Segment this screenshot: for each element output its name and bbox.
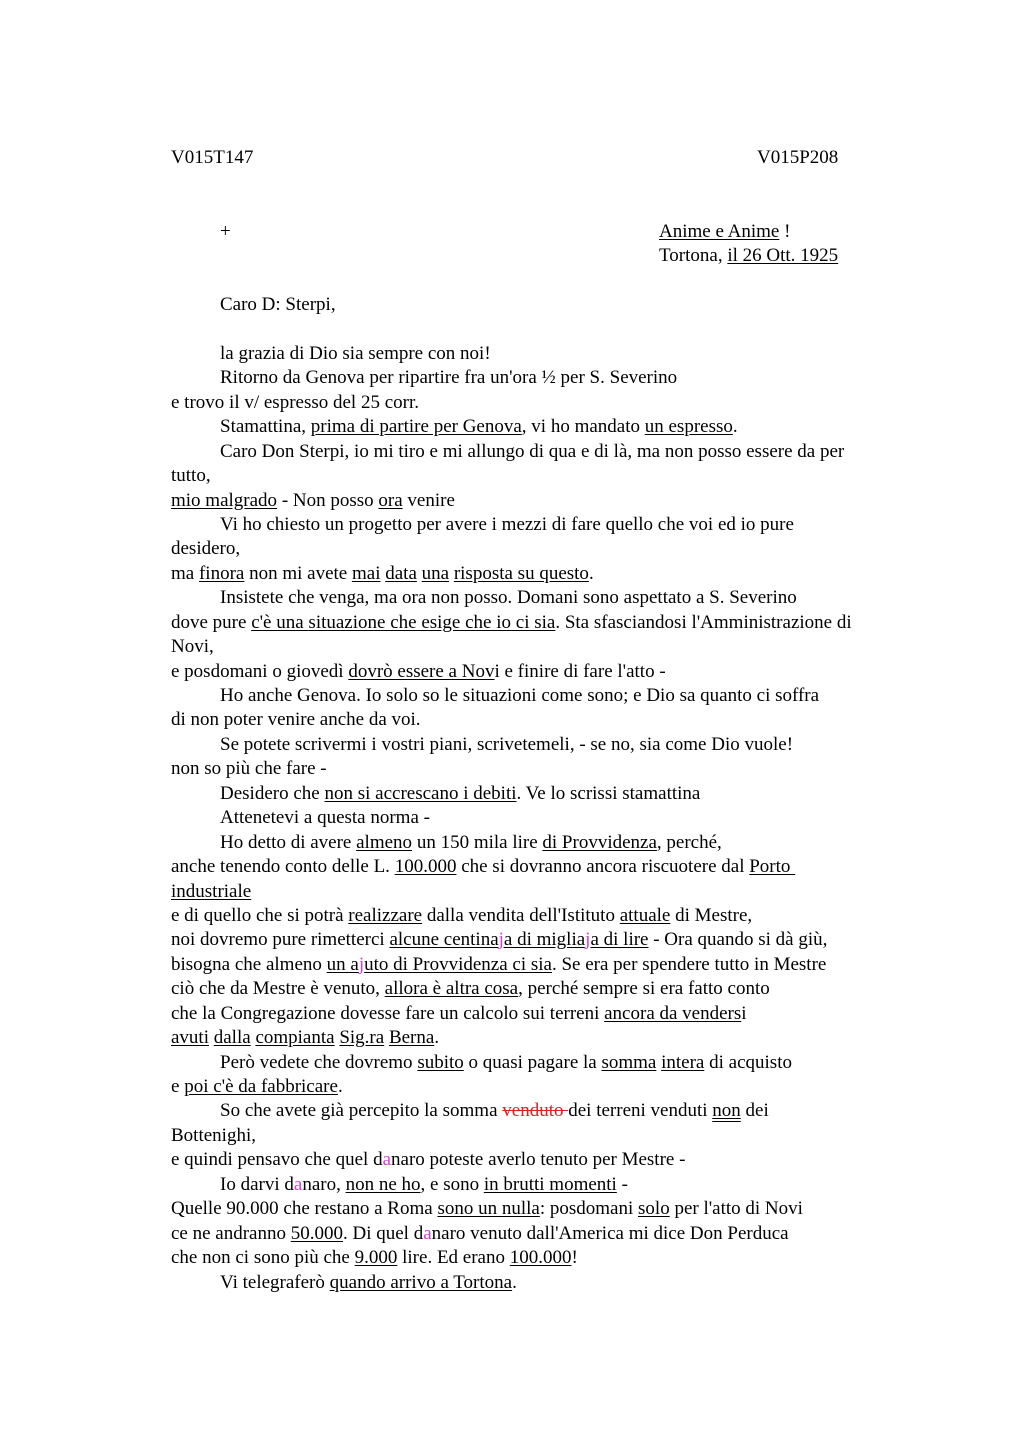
body-line: noi dovremo pure rimetterci alcune centinaja di migliaja di lire - Ora quando si dà giù, [171, 929, 828, 950]
body-line: Caro Don Sterpi, io mi tiro e mi allungo di qua e di là, ma non posso essere da per [220, 441, 845, 462]
highlighted-letter: j [498, 929, 504, 950]
body-line: Bottenighi, [171, 1125, 256, 1146]
left-code: V015T147 [171, 147, 254, 168]
body-line: e di quello che si potrà realizzare dalla vendita dell'Istituto attuale di Mestre, [171, 905, 753, 926]
highlighted-letter: a [423, 1223, 432, 1244]
body-line: e posdomani o giovedì dovrò essere a Novi e finire di fare l'atto - [171, 661, 666, 682]
body-line: dove pure c'è una situazione che esige che io ci sia. Sta sfasciandosi l'Amministrazione di [171, 612, 852, 633]
body-line: Stamattina, prima di partire per Genova, vi ho mandato un espresso. [220, 416, 738, 437]
body-line: di non poter venire anche da voi. [171, 709, 421, 730]
body-line: ciò che da Mestre è venuto, allora è altra cosa, perché sempre si era fatto conto [171, 978, 770, 999]
body-line: avuti dalla compianta Sig.ra Berna. [171, 1027, 440, 1048]
body-line: Desidero che non si accrescano i debiti. Ve lo scrissi stamattina [220, 783, 701, 804]
body-line: Io darvi danaro, non ne ho, e sono in brutti momenti - [220, 1174, 628, 1195]
body-line: Ritorno da Genova per ripartire fra un'ora ½ per S. Severino [220, 367, 678, 388]
body-line: Quelle 90.000 che restano a Roma sono un nulla: posdomani solo per l'atto di Novi [171, 1198, 803, 1219]
body-line: Ho detto di avere almeno un 150 mila lire di Provvidenza, perché, [220, 832, 722, 853]
body-line: che non ci sono più che 9.000 lire. Ed erano 100.000! [171, 1247, 578, 1268]
deleted-word: venduto [502, 1100, 569, 1121]
highlighted-letter: j [358, 954, 365, 975]
body-line: So che avete già percepito la somma venduto dei terreni venduti non dei [220, 1100, 769, 1121]
salutation: Caro D: Sterpi, [220, 294, 336, 315]
body-line: che la Congregazione dovesse fare un calcolo sui terreni ancora da vendersi [171, 1003, 747, 1024]
body-line: Vi ho chiesto un progetto per avere i mezzi di fare quello che voi ed io pure [220, 514, 794, 535]
body-line: la grazia di Dio sia sempre con noi! [220, 343, 491, 364]
highlighted-letter: j [585, 929, 591, 950]
body-line: ma finora non mi avete mai data una risposta su questo. [171, 563, 594, 584]
body-line: bisogna che almeno un ajuto di Provvidenza ci sia. Se era per spendere tutto in Mestre [171, 954, 827, 975]
body-line: Insistete che venga, ma ora non posso. Domani sono aspettato a S. Severino [220, 587, 797, 608]
motto: Anime e Anime ! [659, 221, 791, 242]
body-line: anche tenendo conto delle L. 100.000 che si dovranno ancora riscuotere dal Porto [171, 856, 796, 877]
body-line: tutto, [171, 465, 211, 486]
body-line: Se potete scrivermi i vostri piani, scrivetemeli, - se no, sia come Dio vuole! [220, 734, 794, 755]
body-line: e trovo il v/ espresso del 25 corr. [171, 392, 420, 413]
body-line: Ho anche Genova. Io solo so le situazioni come sono; e Dio sa quanto ci soffra [220, 685, 820, 706]
place-date: Tortona, il 26 Ott. 1925 [659, 245, 839, 266]
cross-mark: + [220, 221, 231, 242]
body-line: desidero, [171, 538, 241, 559]
body-line: mio malgrado - Non posso ora venire [171, 490, 455, 511]
body-line: industriale [171, 881, 252, 902]
body-line: e poi c'è da fabbricare. [171, 1076, 343, 1097]
body-line: Vi telegraferò quando arrivo a Tortona. [220, 1272, 517, 1293]
body-line: Però vedete che dovremo subito o quasi pagare la somma intera di acquisto [220, 1052, 792, 1073]
right-code: V015P208 [757, 147, 839, 168]
body-line: ce ne andranno 50.000. Di quel danaro venuto dall'America mi dice Don Perduca [171, 1223, 789, 1244]
highlighted-letter: a [382, 1149, 392, 1170]
body-line: Novi, [171, 636, 214, 657]
body-line: non so più che fare - [171, 758, 327, 779]
body-line: Attenetevi a questa norma - [220, 807, 430, 828]
body-line: e quindi pensavo che quel danaro poteste averlo tenuto per Mestre - [171, 1149, 686, 1170]
highlighted-letter: a [293, 1174, 303, 1195]
